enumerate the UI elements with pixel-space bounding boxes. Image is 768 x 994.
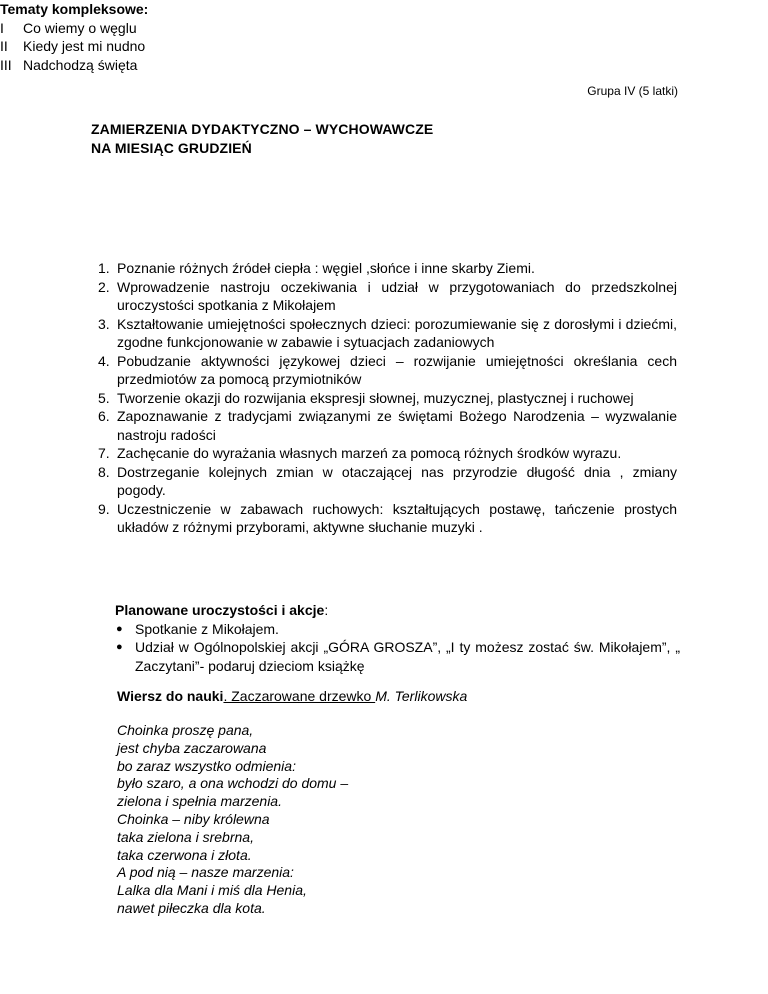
bullet-icon: ● [116, 622, 123, 635]
tematy-item-text: Kiedy jest mi nudno [23, 38, 146, 54]
goal-number: 8. [98, 463, 110, 480]
goal-item [98, 463, 677, 500]
planowane-heading-line [115, 601, 680, 620]
poem-line: Choinka – niby królewna [117, 810, 270, 827]
wiersz-title: . Zaczarowane drzewko [223, 688, 376, 704]
goal-number: 2. [98, 278, 110, 295]
goal-item [98, 500, 677, 537]
poem-line: taka czerwona i złota. [117, 846, 252, 863]
tematy-item-text: Co wiemy o węglu [23, 19, 137, 36]
goal-text: Poznanie różnych źródeł ciepła : węgiel ,słońce i inne skarby Ziemi. [117, 260, 535, 276]
goal-item [98, 278, 677, 315]
poem-line: zielona i spełnia marzenia. [117, 793, 282, 810]
planowane-item [115, 620, 680, 639]
tematy-item-text: Nadchodzą święta [23, 56, 138, 73]
goal-item [98, 352, 677, 389]
goal-number: 3. [98, 315, 110, 332]
planowane-item-text: Udział w Ogólnopolskiej akcji „GÓRA GROSZA”, „I ty możesz zostać św. Mikołajem”, „ Zaczytani”- podaruj dzieciom książkę [135, 639, 680, 674]
goal-text: Zachęcanie do wyrażania własnych marzeń za pomocą różnych środków wyrazu. [117, 445, 622, 461]
goal-number: 6. [98, 408, 110, 424]
poem-line: Choinka proszę pana, [117, 722, 254, 738]
tematy-item [0, 56, 768, 75]
poem-line: taka zielona i srebrna, [117, 828, 254, 845]
poem-line: nawet piłeczka dla kota. [117, 899, 266, 916]
poem [117, 722, 348, 918]
tematy-item-number: II [0, 38, 8, 54]
goal-text: Kształtowanie umiejętności społecznych dzieci: porozumiewanie się z dorosłymi i dziećmi, zgodne funkcjonowanie w zabawie i sytuacjach zadaniowych [117, 315, 677, 350]
tematy-heading: Tematy kompleksowe: [0, 1, 149, 17]
tematy-item-number: III [0, 56, 12, 73]
tematy-item [0, 37, 768, 56]
goal-number: 1. [98, 260, 110, 276]
planowane-heading: Planowane uroczystości i akcje [115, 602, 325, 618]
goal-text: Tworzenie okazji do rozwijania ekspresji słownej, muzycznej, plastycznej i ruchowej [117, 389, 634, 406]
wiersz-author: M. Terlikowska [375, 688, 468, 704]
group-label: Grupa IV (5 latki) [587, 84, 678, 98]
goal-item [98, 444, 677, 463]
goal-item [98, 315, 677, 352]
goal-text: Dostrzeganie kolejnych zmian w otaczającej nas przyrodzie długość dnia , zmiany pogody. [117, 463, 677, 498]
goal-number: 4. [98, 352, 110, 369]
goal-item [98, 407, 677, 444]
document-title-line-1: ZAMIERZENIA DYDAKTYCZNO – WYCHOWAWCZE [91, 121, 434, 137]
poem-line: jest chyba zaczarowana [117, 739, 267, 756]
bullet-icon: ● [116, 641, 123, 653]
wiersz-label: Wiersz do nauki [117, 688, 224, 704]
goal-text: Uczestniczenie w zabawach ruchowych: kształtujących postawę, tańczenie prostych układów z różnymi przyborami, aktywne słuchanie muzyki . [117, 500, 677, 535]
planowane-item-text: Spotkanie z Mikołajem. [135, 620, 279, 637]
planowane-item [115, 638, 680, 675]
goal-number: 9. [98, 500, 110, 517]
document-title-line-2: NA MIESIĄC GRUDZIEŃ [91, 140, 252, 156]
goal-item [98, 259, 677, 278]
poem-line: bo zaraz wszystko odmienia: [117, 757, 296, 774]
goal-item [98, 389, 677, 408]
poem-line: Lalka dla Mani i miś dla Henia, [117, 882, 307, 899]
poem-line: A pod nią – nasze marzenia: [117, 864, 294, 881]
goal-number: 7. [98, 445, 110, 461]
poem-line: było szaro, a ona wchodzi do domu – [117, 775, 349, 792]
goal-text: Zapoznawanie z tradycjami związanymi ze świętami Bożego Narodzenia – wyzwalanie nastroju radości [117, 408, 677, 443]
goals-list [98, 259, 677, 537]
wiersz-heading [117, 688, 467, 704]
goal-text: Pobudzanie aktywności językowej dzieci – rozwijanie umiejętności określania cech przedmiotów za pomocą przymiotników [117, 352, 677, 387]
planowane-list [115, 620, 680, 676]
tematy-item [0, 19, 768, 38]
goal-number: 5. [98, 389, 110, 406]
planowane-section [115, 601, 680, 675]
tematy-item-number: I [0, 19, 4, 36]
tematy-section [0, 0, 768, 74]
goal-text: Wprowadzenie nastroju oczekiwania i udział w przygotowaniach do przedszkolnej uroczystości spotkania z Mikołajem [117, 278, 677, 313]
planowane-colon: : [324, 602, 329, 618]
